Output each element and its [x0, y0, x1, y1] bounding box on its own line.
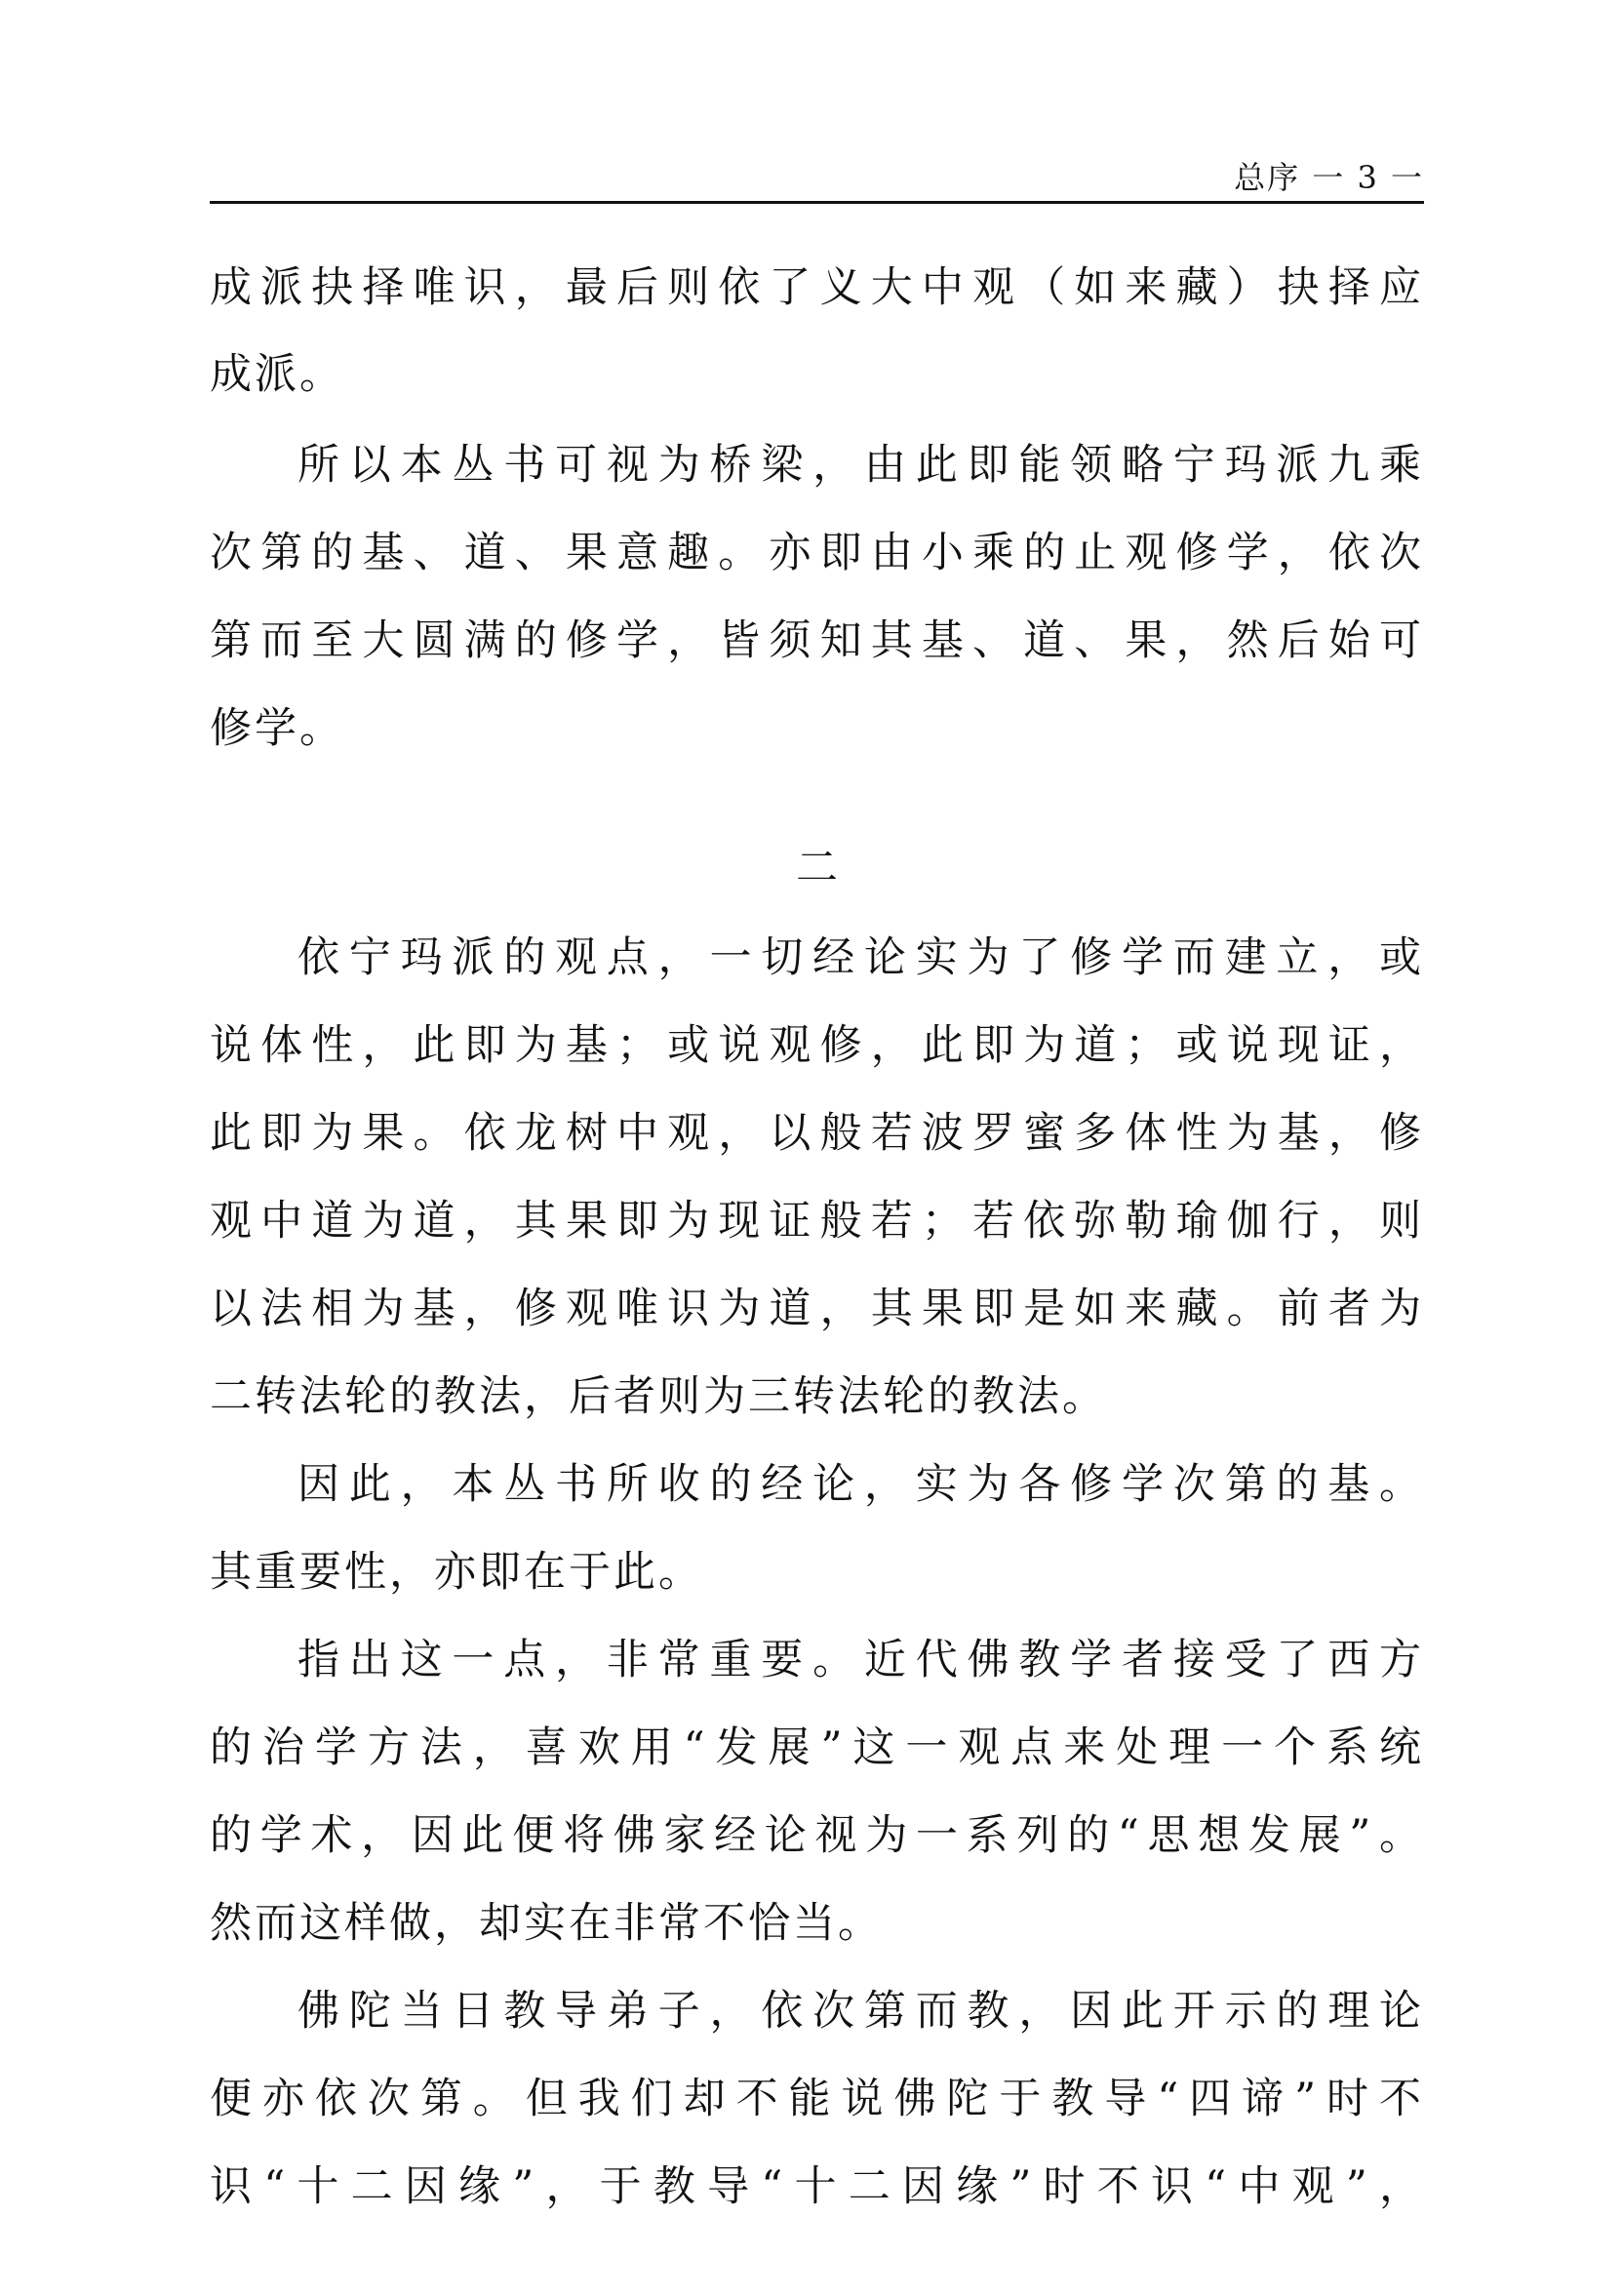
text-line: 二转法轮的教法，后者则为三转法轮的教法。 [210, 1372, 1107, 1421]
text-line: 的学术，因此便将佛家经论视为一系列的“思想发展”。 [210, 1811, 1424, 1860]
running-header: 总序 一 3 一 [1234, 159, 1424, 196]
header-rule [210, 201, 1424, 204]
text-line: 成派抉择唯识，最后则依了义大中观（如来藏）抉择应 [210, 263, 1424, 312]
text-line: 便亦依次第。但我们却不能说佛陀于教导“四谛”时不 [210, 2075, 1424, 2123]
section-number: 二 [796, 844, 838, 892]
paragraph-first-line: 因此，本丛书所收的经论，实为各修学次第的基。 [297, 1460, 1424, 1509]
paragraph-first-line: 所以本丛书可视为桥梁，由此即能领略宁玛派九乘 [297, 441, 1424, 490]
text-line: 的治学方法，喜欢用“发展”这一观点来处理一个系统 [210, 1723, 1424, 1772]
text-line: 观中道为道，其果即为现证般若；若依弥勒瑜伽行，则 [210, 1197, 1424, 1246]
text-line: 此即为果。依龙树中观，以般若波罗蜜多体性为基，修 [210, 1109, 1424, 1158]
text-line: 第而至大圆满的修学，皆须知其基、道、果，然后始可 [210, 616, 1424, 665]
text-line: 成派。 [210, 350, 344, 399]
text-line: 修学。 [210, 704, 344, 753]
paragraph-first-line: 指出这一点，非常重要。近代佛教学者接受了西方 [297, 1636, 1424, 1684]
text-line: 其重要性，亦即在于此。 [210, 1548, 703, 1597]
text-line: 以法相为基，修观唯识为道，其果即是如来藏。前者为 [210, 1285, 1424, 1333]
text-line: 次第的基、道、果意趣。亦即由小乘的止观修学，依次 [210, 529, 1424, 577]
text-line: 说体性，此即为基；或说观修，此即为道；或说现证， [210, 1021, 1424, 1070]
text-line: 识“十二因缘”，于教导“十二因缘”时不识“中观”， [210, 2162, 1424, 2211]
paragraph-first-line: 佛陀当日教导弟子，依次第而教，因此开示的理论 [297, 1987, 1424, 2036]
paragraph-first-line: 依宁玛派的观点，一切经论实为了修学而建立，或 [297, 933, 1424, 982]
text-line: 然而这样做，却实在非常不恰当。 [210, 1899, 883, 1948]
